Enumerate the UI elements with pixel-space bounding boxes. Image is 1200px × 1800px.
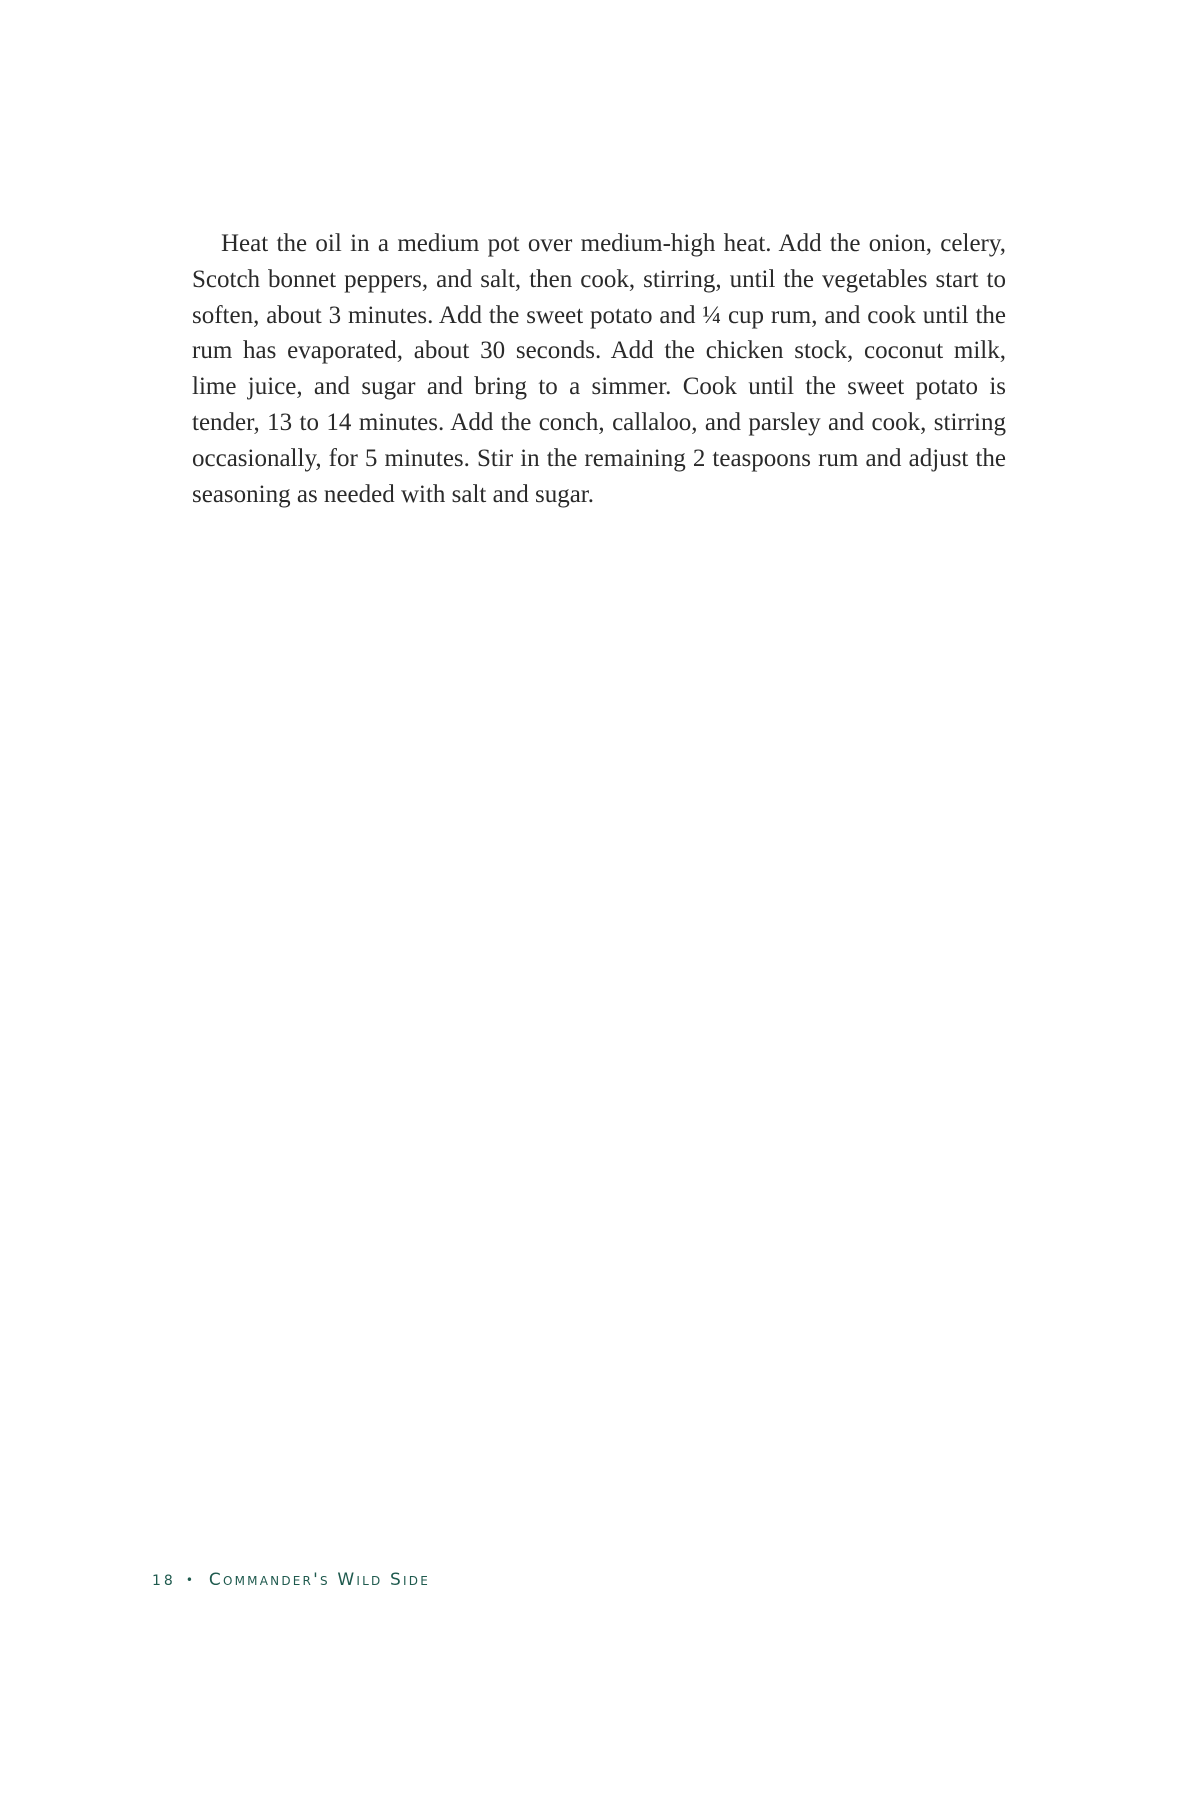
page-footer: [152, 1570, 430, 1590]
recipe-instructions-paragraph: Heat the oil in a medium pot over medium-high heat. Add the onion, celery, Scotch bonnet peppers, and salt, then cook, stirring, until the vegetables start to soften, about 3 minutes. Add the sweet potato and ¼ cup rum, and cook until the rum has evaporated, about 30 seconds. Add the chicken stock, coconut milk, lime juice, and sugar and bring to a simmer. Cook until the sweet potato is tender, 13 to 14 minutes. Add the conch, callaloo, and parsley and cook, stirring occasionally, for 5 minutes. Stir in the remaining 2 teaspoons rum and adjust the seasoning as needed with salt and sugar.: [192, 230, 1006, 508]
running-title: Commander's Wild Side: [208, 1570, 430, 1590]
page-number: 18: [152, 1573, 176, 1589]
footer-separator-bullet: •: [185, 1573, 195, 1587]
